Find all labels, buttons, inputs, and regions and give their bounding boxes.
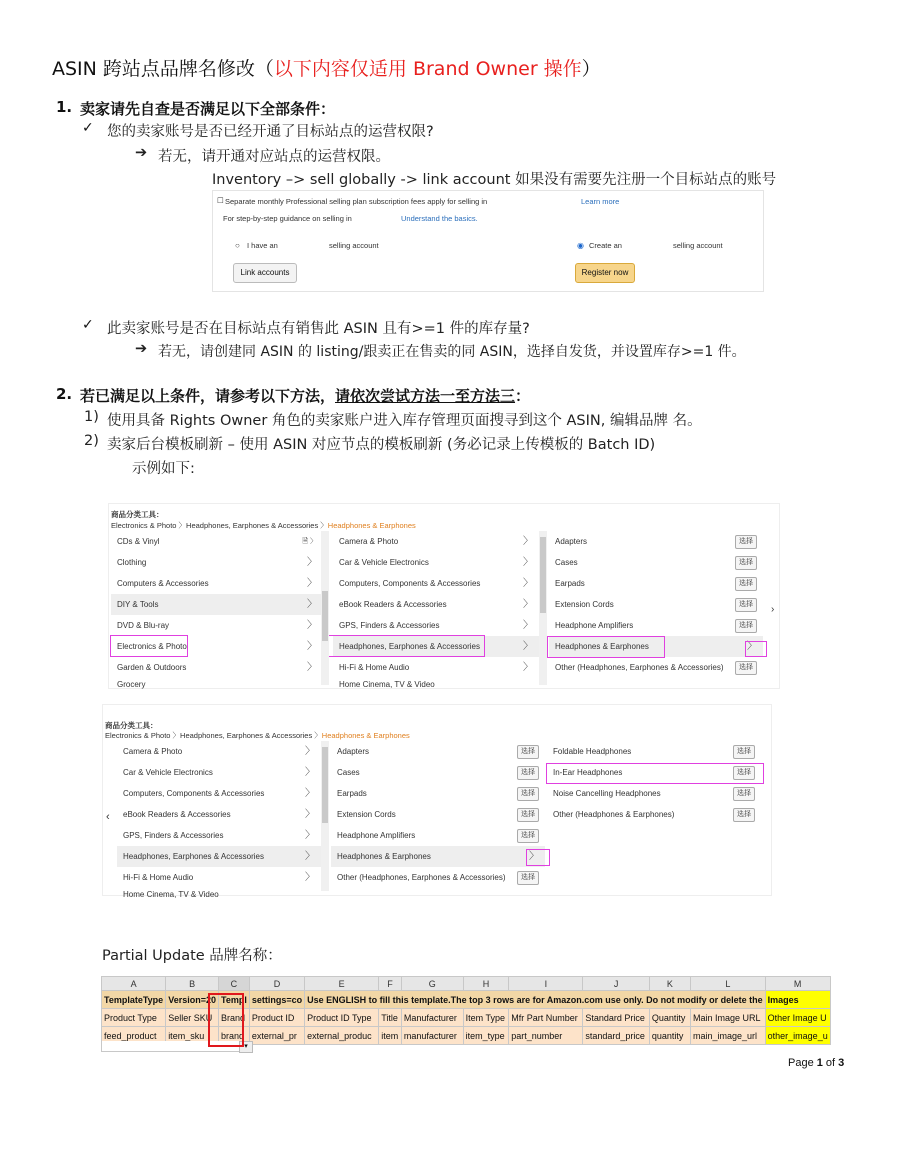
check1-text: 您的卖家账号是否已经开通了目标站点的运营权限? <box>107 124 434 140</box>
page-title: ASIN 跨站点品牌名修改（以下内容仅适用 Brand Owner 操作） <box>52 58 601 80</box>
radio2-label: Create an <box>589 241 622 250</box>
list-item[interactable]: Computers & Accessories 〉 <box>111 573 323 594</box>
table-cell[interactable]: manufacturer <box>401 1027 463 1045</box>
list-item[interactable]: Other (Headphones & Earphones) 选择 <box>547 804 761 825</box>
category-column-2 <box>333 531 539 688</box>
table-cell[interactable]: Version=20 <box>166 991 219 1009</box>
understand-basics-link[interactable]: Understand the basics. <box>401 214 478 223</box>
link-accounts-button[interactable]: Link accounts <box>233 263 297 283</box>
chevron-right-icon: 〉 <box>305 851 315 862</box>
table-cell[interactable]: Brand <box>218 1009 249 1027</box>
radio1-label-b: selling account <box>329 241 379 250</box>
list-item[interactable]: Foldable Headphones 选择 <box>547 741 761 762</box>
chevron-right-icon: 〉 <box>305 788 315 799</box>
chevron-right-icon: 〉 <box>307 578 317 589</box>
brand-column-highlight <box>208 993 244 1047</box>
partial-update-label: Partial Update 品牌名称： <box>102 948 282 964</box>
column-header[interactable]: L <box>690 977 765 991</box>
column-header[interactable]: K <box>649 977 690 991</box>
section2-number: 2. <box>56 385 73 403</box>
list-item[interactable]: Computers, Components & Accessories 〉 <box>333 573 539 594</box>
item1-text: 使用具备 Rights Owner 角色的卖家账户进入库存管理页面搜寻到这个 ASIN, 编辑品牌 名。 <box>107 413 702 429</box>
chevron-right-icon: 〉 <box>523 599 533 610</box>
chevron-right-icon: 〉 <box>529 851 539 862</box>
highlight-box <box>327 635 485 657</box>
column-header[interactable]: B <box>166 977 219 991</box>
list-item[interactable]: eBook Readers & Accessories 〉 <box>333 594 539 615</box>
table-cell[interactable]: Main Image URL <box>690 1009 765 1027</box>
chevron-right-icon: 〉 <box>307 557 317 568</box>
breadcrumb: Electronics & Photo 〉Headphones, Earphones & Accessories 〉Headphones & Earphones <box>111 521 416 530</box>
table-cell[interactable]: Use ENGLISH to fill this template.The top 3 rows are for Amazon.com use only. Do not modify or delete the <box>305 991 766 1009</box>
highlight-box <box>110 635 188 657</box>
select-button[interactable]: 选择 <box>735 556 757 570</box>
list-item[interactable]: Headphones, Earphones & Accessories 〉 <box>117 846 321 867</box>
link-account-panel <box>212 190 764 292</box>
select-button[interactable]: 选择 <box>735 598 757 612</box>
column-header[interactable]: H <box>463 977 509 991</box>
table-cell[interactable]: brand <box>218 1027 249 1045</box>
highlight-box <box>547 636 665 658</box>
table-cell[interactable]: Product ID <box>249 1009 304 1027</box>
plan-fee-text: Separate monthly Professional selling plan subscription fees apply for selling in <box>225 197 488 206</box>
list-item[interactable]: Noise Cancelling Headphones 选择 <box>547 783 761 804</box>
select-button[interactable]: 选择 <box>517 745 539 759</box>
list-item[interactable]: Hi-Fi & Home Audio 〉 <box>333 657 539 678</box>
category-tool-2 <box>102 704 772 899</box>
highlight-box <box>546 763 764 784</box>
column-header[interactable]: A <box>102 977 166 991</box>
scrollbar[interactable] <box>321 741 329 891</box>
column-header[interactable]: M <box>765 977 830 991</box>
list-item[interactable]: Earpads 选择 <box>549 573 763 594</box>
table-cell[interactable]: Manufacturer <box>401 1009 463 1027</box>
list-item[interactable]: Other (Headphones, Earphones & Accessories) 选择 <box>331 867 545 888</box>
arrow1-text: 若无，请开通对应站点的运营权限。 <box>158 149 390 165</box>
list-item[interactable]: Cases 选择 <box>331 762 545 783</box>
select-button[interactable]: 选择 <box>735 577 757 591</box>
select-button[interactable]: 选择 <box>517 808 539 822</box>
table-cell[interactable]: Product Type <box>102 1009 166 1027</box>
table-cell[interactable]: other_image_u <box>765 1027 830 1045</box>
chevron-down-icon[interactable]: ▾ <box>239 1041 253 1053</box>
table-cell[interactable]: Other Image U <box>765 1009 830 1027</box>
scrollbar[interactable] <box>321 531 329 685</box>
column-header[interactable]: I <box>509 977 583 991</box>
item1-number: 1) <box>84 409 99 425</box>
column-header[interactable]: C <box>218 977 249 991</box>
page-number: Page 1 of 3 <box>788 1057 845 1069</box>
list-item[interactable]: DIY & Tools 〉 <box>111 594 323 615</box>
list-item[interactable]: Garden & Outdoors 〉 <box>111 657 323 678</box>
category-column-3 <box>549 531 763 688</box>
check2-text: 此卖家账号是否在目标站点有销售此 ASIN 且有>=1 件的库存量? <box>107 321 530 337</box>
list-item[interactable]: GPS, Finders & Accessories 〉 <box>117 825 321 846</box>
category-tool-label: 商品分类工具： <box>111 510 164 519</box>
list-item[interactable]: Clothing 〉 <box>111 552 323 573</box>
table-cell[interactable]: part_number <box>509 1027 583 1045</box>
table-cell[interactable]: item_type <box>463 1027 509 1045</box>
register-now-button[interactable]: Register now <box>575 263 635 283</box>
checkmark-icon: ✓ <box>82 317 94 333</box>
list-item[interactable]: Cases 选择 <box>549 552 763 573</box>
table-cell[interactable]: external_pr <box>249 1027 304 1045</box>
radio-unselected-icon[interactable]: ○ <box>235 241 240 250</box>
table-cell[interactable]: Seller SKU <box>166 1009 219 1027</box>
list-item[interactable]: CDs & Vinyl 🗎 〉 <box>117 537 317 546</box>
list-item[interactable]: DVD & Blu-ray 〉 <box>111 615 323 636</box>
table-cell[interactable]: Mfr Part Number <box>509 1009 583 1027</box>
chevron-right-icon: 〉 <box>307 662 317 673</box>
list-item[interactable]: Extension Cords 选择 <box>331 804 545 825</box>
column-header-row <box>102 977 831 991</box>
arrow-right-icon: ➔ <box>135 341 148 357</box>
chevron-right-icon: 〉 <box>523 641 533 652</box>
breadcrumb: Electronics & Photo 〉Headphones, Earphones & Accessories 〉Headphones & Earphones <box>105 731 410 740</box>
chevron-right-icon: 〉 <box>523 662 533 673</box>
table-cell[interactable]: main_image_url <box>690 1027 765 1045</box>
list-item[interactable]: Hi-Fi & Home Audio 〉 <box>117 867 321 888</box>
table-cell[interactable]: item <box>379 1027 402 1045</box>
list-item[interactable]: Car & Vehicle Electronics 〉 <box>333 552 539 573</box>
section1-heading: 卖家请先自查是否满足以下全部条件： <box>80 100 336 118</box>
list-item[interactable]: Camera & Photo 〉 <box>117 741 321 762</box>
select-button[interactable]: 选择 <box>733 787 755 801</box>
select-button[interactable]: 选择 <box>733 766 755 780</box>
table-cell[interactable]: external_produc <box>305 1027 379 1045</box>
title-highlight: 以下内容仅适用 Brand Owner 操作 <box>273 58 582 80</box>
list-item[interactable]: GPS, Finders & Accessories 〉 <box>333 615 539 636</box>
list-item[interactable]: eBook Readers & Accessories 〉 <box>117 804 321 825</box>
list-item[interactable]: Grocery <box>117 680 146 689</box>
chevron-left-icon[interactable]: ‹ <box>106 811 110 823</box>
highlight-box <box>745 641 767 657</box>
list-item[interactable]: Electronics & Photo 〉 <box>111 636 323 657</box>
chevron-right-icon: 〉 <box>305 872 315 883</box>
radio2-label-b: selling account <box>673 241 723 250</box>
chevron-right-icon: 〉 <box>307 620 317 631</box>
chevron-right-icon: 〉 <box>523 536 533 547</box>
path-text: Inventory –> sell globally -> link account 如果没有需要先注册一个目标站点的账号 <box>212 172 777 188</box>
category-tool-1 <box>108 503 780 689</box>
column-header[interactable]: G <box>401 977 463 991</box>
table-cell[interactable]: standard_price <box>583 1027 649 1045</box>
table-cell[interactable]: settings=co <box>249 991 304 1009</box>
select-button[interactable]: 选择 <box>733 745 755 759</box>
column-header[interactable]: E <box>305 977 379 991</box>
list-item[interactable]: Headphones & Earphones 〉 <box>331 846 545 867</box>
arrow2-text: 若无，请创建同 ASIN 的 listing/跟卖正在售卖的同 ASIN，选择自发货，并设置库存>=1 件。 <box>158 344 746 360</box>
table-cell[interactable]: Product ID Type <box>305 1009 379 1027</box>
checkmark-icon: ✓ <box>82 120 94 136</box>
list-item[interactable]: Camera & Photo 〉 <box>333 531 539 552</box>
scrollbar[interactable] <box>539 531 547 685</box>
section1-number: 1. <box>56 98 73 116</box>
column-header[interactable]: F <box>379 977 402 991</box>
list-item[interactable]: Car & Vehicle Electronics 〉 <box>117 762 321 783</box>
item2-number: 2) <box>84 433 99 449</box>
category-column-1 <box>117 741 321 899</box>
list-item[interactable]: Headphones, Earphones & Accessories 〉 <box>333 636 539 657</box>
radio1-label: I have an <box>247 241 278 250</box>
table-cell[interactable]: TemplateType <box>102 991 166 1009</box>
select-button[interactable]: 选择 <box>735 619 757 633</box>
select-button[interactable]: 选择 <box>735 535 757 549</box>
list-item[interactable]: Other (Headphones, Earphones & Accessories) 选择 <box>549 657 763 678</box>
table-cell[interactable]: feed_product <box>102 1027 166 1045</box>
select-button[interactable]: 选择 <box>733 808 755 822</box>
arrow-right-icon: ➔ <box>135 145 148 161</box>
chevron-right-icon: 〉 <box>307 641 317 652</box>
template-spreadsheet <box>101 976 828 1054</box>
category-column-1 <box>111 531 323 688</box>
select-button[interactable]: 选择 <box>517 787 539 801</box>
list-item[interactable]: Computers, Components & Accessories 〉 <box>117 783 321 804</box>
list-item[interactable]: Home Cinema, TV & Video <box>339 680 435 689</box>
list-item[interactable]: Adapters 选择 <box>549 531 763 552</box>
chevron-right-icon: 〉 <box>523 557 533 568</box>
chevron-right-icon: 〉 <box>305 746 315 757</box>
checkbox-icon[interactable]: ☐ <box>217 196 224 205</box>
select-button[interactable]: 选择 <box>517 871 539 885</box>
chevron-right-icon[interactable]: › <box>771 604 775 615</box>
list-item[interactable]: Earpads 选择 <box>331 783 545 804</box>
list-item[interactable]: Adapters 选择 <box>331 741 545 762</box>
list-item[interactable]: Extension Cords 选择 <box>549 594 763 615</box>
chevron-right-icon: 〉 <box>305 809 315 820</box>
select-button[interactable]: 选择 <box>517 829 539 843</box>
category-column-2 <box>331 741 545 895</box>
guidance-text: For step-by-step guidance on selling in <box>223 214 352 223</box>
chevron-right-icon: 〉 <box>523 620 533 631</box>
chevron-right-icon: 〉 <box>523 578 533 589</box>
item2-text: 卖家后台模板刷新 – 使用 ASIN 对应节点的模板刷新 (务必记录上传模板的 Batch ID) <box>107 437 656 453</box>
chevron-right-icon: 〉 <box>305 830 315 841</box>
list-item[interactable]: Headphones & Earphones 〉 <box>549 636 763 657</box>
list-item[interactable]: Headphone Amplifiers 选择 <box>331 825 545 846</box>
list-item[interactable]: In-Ear Headphones 选择 <box>547 762 761 783</box>
table-cell[interactable]: item_sku <box>166 1027 219 1045</box>
learn-more-link[interactable]: Learn more <box>581 197 620 206</box>
list-item[interactable]: Home Cinema, TV & Video <box>123 890 219 899</box>
category-tool-label: 商品分类工具： <box>105 721 158 730</box>
table-cell[interactable]: quantity <box>649 1027 690 1045</box>
column-header[interactable]: D <box>249 977 304 991</box>
select-button[interactable]: 选择 <box>517 766 539 780</box>
table-cell[interactable]: Templ <box>218 991 249 1009</box>
table-cell[interactable]: Images <box>765 991 830 1009</box>
chevron-right-icon: 〉 <box>747 641 757 652</box>
table-cell[interactable]: Standard Price <box>583 1009 649 1027</box>
table-cell[interactable]: Item Type <box>463 1009 509 1027</box>
chevron-right-icon: 〉 <box>307 599 317 610</box>
list-item[interactable]: Headphone Amplifiers 选择 <box>549 615 763 636</box>
select-button[interactable]: 选择 <box>735 661 757 675</box>
column-header[interactable]: J <box>583 977 649 991</box>
section2-heading: 若已满足以上条件，请参考以下方法，请依次尝试方法一至方法三： <box>80 387 531 405</box>
radio-selected-icon[interactable]: ◉ <box>577 241 584 250</box>
table-cell[interactable]: Title <box>379 1009 402 1027</box>
table-cell[interactable]: Quantity <box>649 1009 690 1027</box>
example-text: 示例如下: <box>132 461 195 477</box>
chevron-right-icon: 〉 <box>305 767 315 778</box>
